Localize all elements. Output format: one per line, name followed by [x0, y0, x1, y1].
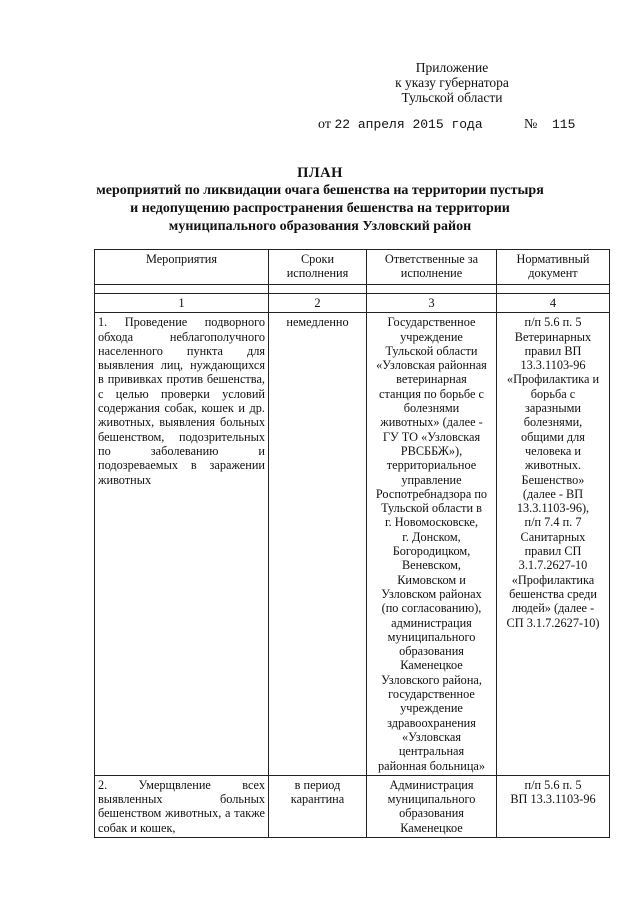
table-row [95, 313, 610, 776]
col-header-responsible: Ответственные за исполнение [367, 250, 497, 285]
table-header-row [95, 250, 610, 285]
title-line: муниципального образования Узловский район [168, 219, 472, 234]
decree-number: 115 [552, 117, 576, 132]
cell-norm: п/п 5.6 п. 5 ВП 13.3.1103-96 [497, 775, 610, 837]
cell-responsible: Администрация муниципального образования Каменецкое [367, 775, 497, 837]
title-plan: ПЛАН [297, 165, 343, 181]
measures-table [94, 249, 610, 838]
appendix-block [388, 60, 516, 105]
date-prefix: от [318, 117, 331, 132]
col-header-measures: Мероприятия [95, 250, 269, 285]
column-number-row [95, 294, 610, 313]
title-line: мероприятий по ликвидации очага бешенства на территории пустыря [96, 183, 544, 198]
col-number: 4 [497, 294, 610, 313]
col-number: 3 [367, 294, 497, 313]
cell-norm: п/п 5.6 п. 5 Ветеринарных правил ВП 13.3.1103-96 «Профилактика и борьба с заразными болезнями, общими для человека и животных. Бешенство» (далее - ВП 13.3.1103-96), п/п 7.4 п. 7 Санитарных правил СП 3.1.7.2627-10 «Профилактика бешенства среди людей» (далее - СП 3.1.7.2627-10) [497, 313, 610, 776]
table-row [95, 775, 610, 837]
cell-terms: в период карантина [269, 775, 367, 837]
cell-measure: 1. Проведение подворного обхода неблагополучного населенного пункта для выявления лиц, нуждающихся в прививках против бешенства, с целью проверки условий содержания собак, кошек и др. животных, выявления больных бешенством, подозрительных по заболеванию и подозреваемых в заражении животных [95, 313, 269, 776]
document-title [0, 164, 640, 236]
appendix-line: Тульской области [401, 90, 503, 105]
cell-measure: 2. Умерщвление всех выявленных больных бешенством животных, а также собак и кошек, [95, 775, 269, 837]
col-number: 2 [269, 294, 367, 313]
col-header-terms: Сроки исполнения [269, 250, 367, 285]
title-line: и недопущению распространения бешенства на территории [130, 201, 510, 216]
appendix-line: Приложение [415, 60, 489, 75]
decree-date-number [318, 117, 576, 133]
cell-terms: немедленно [269, 313, 367, 776]
decree-date: 22 апреля 2015 года [334, 117, 483, 132]
col-header-norm: Нормативный документ [497, 250, 610, 285]
cell-responsible: Государственное учреждение Тульской области «Узловская районная ветеринарная станция по борьбе с болезнями животных» (далее - ГУ ТО «Узловская РВСББЖ»), территориальное управление Роспотребнадзора по Тульской области в г. Новомосковске, г. Донском, Богородицком, Веневском, Кимовском и Узловском районах (по согласованию), администрация муниципального образования Каменецкое Узловского района, государственное учреждение здравоохранения «Узловская центральная районная больница» [367, 313, 497, 776]
header-gap [95, 285, 610, 294]
number-label: № [524, 117, 538, 132]
col-number: 1 [95, 294, 269, 313]
appendix-line: к указу губернатора [395, 75, 509, 90]
